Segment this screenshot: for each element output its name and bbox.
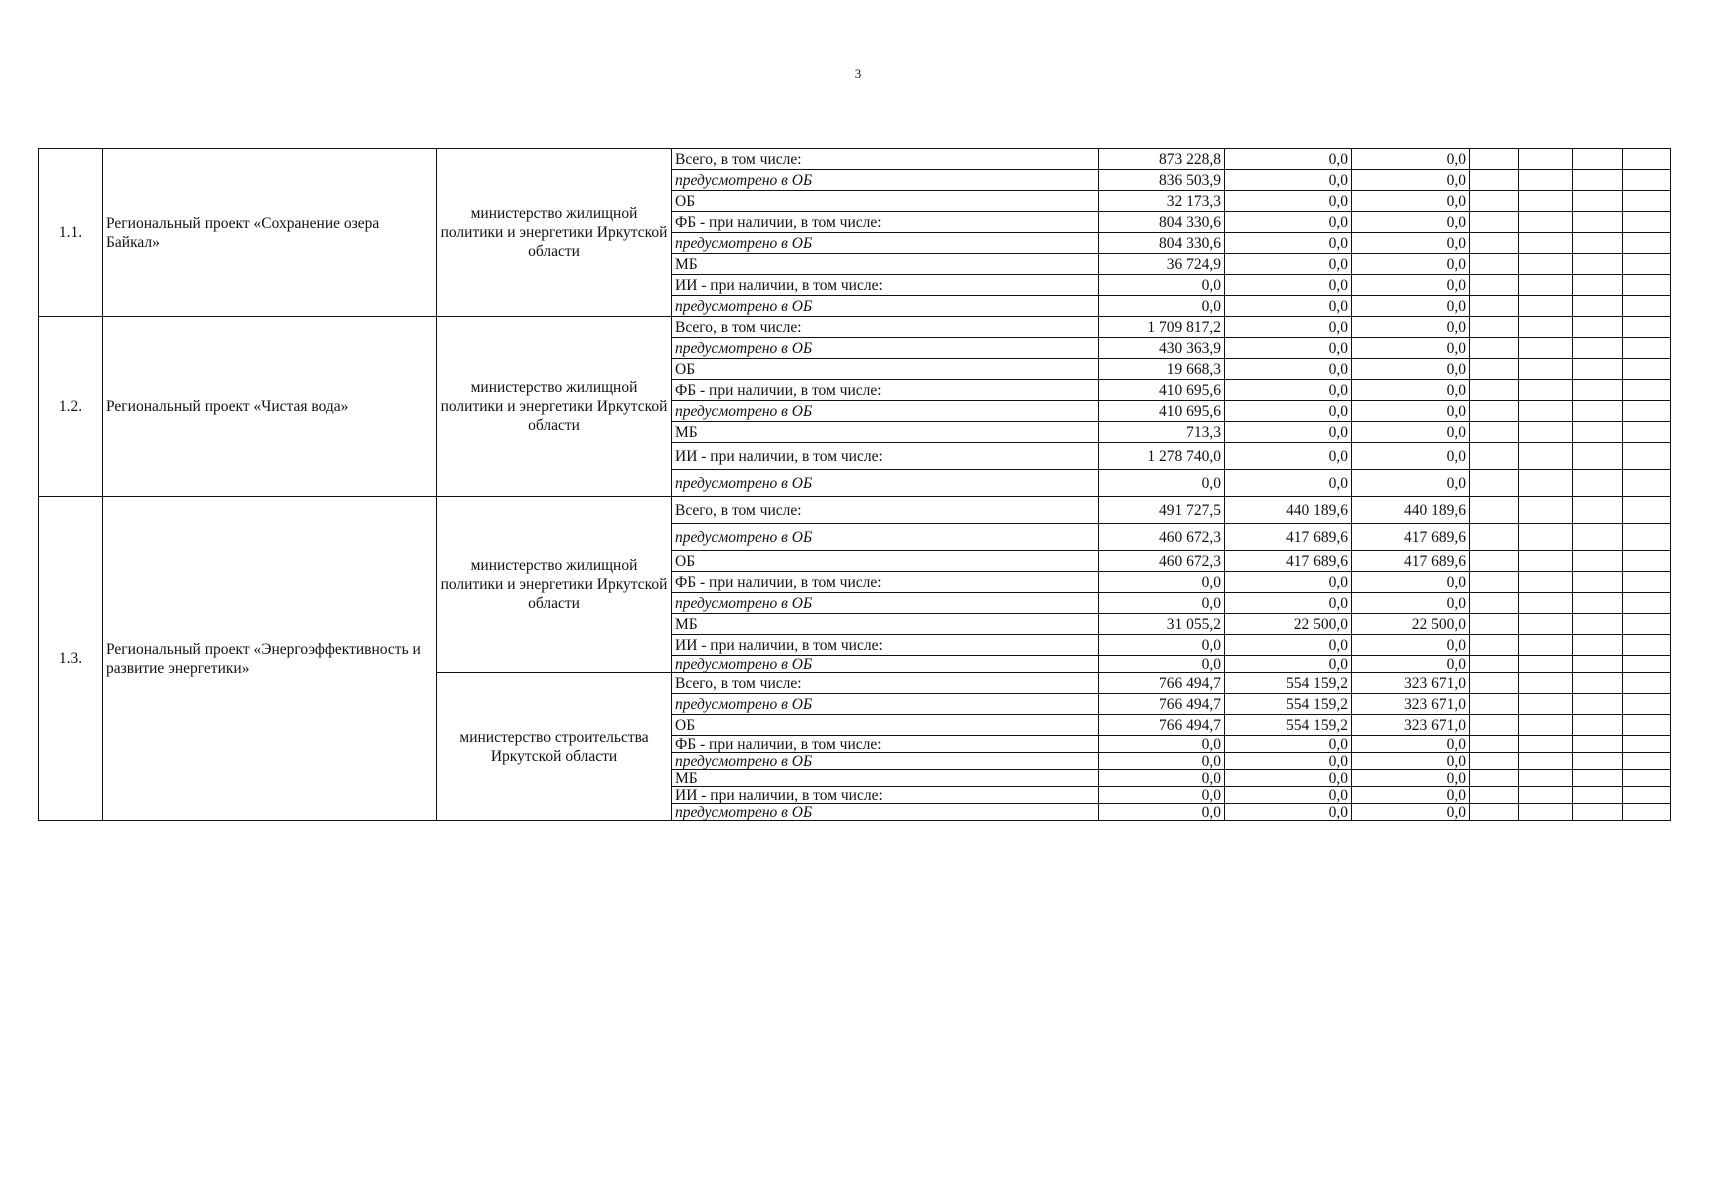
amount-cell: 323 671,0 (1352, 694, 1470, 715)
amount-cell: 32 173,3 (1099, 191, 1225, 212)
empty-cell (1623, 170, 1671, 191)
empty-cell (1623, 275, 1671, 296)
budget-table (38, 148, 1671, 821)
amount-cell: 554 159,2 (1225, 694, 1352, 715)
empty-cell (1519, 497, 1573, 524)
funding-source-label: предусмотрено в ОБ (672, 656, 1099, 673)
amount-cell: 22 500,0 (1352, 614, 1470, 635)
empty-cell (1623, 524, 1671, 551)
empty-cell (1573, 804, 1623, 821)
empty-cell (1623, 359, 1671, 380)
responsible-org: министерство жилищной политики и энергетики Иркутской области (437, 149, 672, 317)
empty-cell (1470, 787, 1519, 804)
empty-cell (1623, 551, 1671, 572)
amount-cell: 0,0 (1225, 254, 1352, 275)
amount-cell: 554 159,2 (1225, 715, 1352, 736)
empty-cell (1623, 753, 1671, 770)
project-name: Региональный проект «Чистая вода» (103, 317, 437, 497)
amount-cell: 0,0 (1225, 359, 1352, 380)
amount-cell: 417 689,6 (1352, 551, 1470, 572)
empty-cell (1623, 296, 1671, 317)
section-number: 1.3. (39, 497, 103, 821)
empty-cell (1573, 593, 1623, 614)
empty-cell (1623, 401, 1671, 422)
funding-source-label: предусмотрено в ОБ (672, 470, 1099, 497)
empty-cell (1519, 524, 1573, 551)
amount-cell: 0,0 (1099, 296, 1225, 317)
empty-cell (1519, 443, 1573, 470)
empty-cell (1470, 736, 1519, 753)
empty-cell (1470, 338, 1519, 359)
empty-cell (1623, 635, 1671, 656)
empty-cell (1573, 753, 1623, 770)
amount-cell: 713,3 (1099, 422, 1225, 443)
empty-cell (1470, 593, 1519, 614)
empty-cell (1470, 317, 1519, 338)
empty-cell (1623, 770, 1671, 787)
empty-cell (1519, 338, 1573, 359)
amount-cell: 804 330,6 (1099, 212, 1225, 233)
table-row (39, 497, 1671, 524)
amount-cell: 0,0 (1099, 787, 1225, 804)
empty-cell (1519, 359, 1573, 380)
amount-cell: 0,0 (1225, 233, 1352, 254)
amount-cell: 0,0 (1225, 380, 1352, 401)
empty-cell (1573, 715, 1623, 736)
amount-cell: 0,0 (1225, 572, 1352, 593)
empty-cell (1623, 338, 1671, 359)
amount-cell: 0,0 (1225, 736, 1352, 753)
table-row (39, 317, 1671, 338)
empty-cell (1470, 804, 1519, 821)
amount-cell: 0,0 (1099, 470, 1225, 497)
empty-cell (1519, 149, 1573, 170)
funding-source-label: МБ (672, 614, 1099, 635)
project-name: Региональный проект «Энергоэффективность и развитие энергетики» (103, 497, 437, 821)
amount-cell: 766 494,7 (1099, 673, 1225, 694)
section-number: 1.2. (39, 317, 103, 497)
amount-cell: 804 330,6 (1099, 233, 1225, 254)
amount-cell: 0,0 (1352, 212, 1470, 233)
empty-cell (1573, 359, 1623, 380)
empty-cell (1573, 254, 1623, 275)
empty-cell (1519, 296, 1573, 317)
empty-cell (1623, 149, 1671, 170)
funding-source-label: ИИ - при наличии, в том числе: (672, 787, 1099, 804)
amount-cell: 0,0 (1352, 593, 1470, 614)
amount-cell: 410 695,6 (1099, 380, 1225, 401)
empty-cell (1519, 551, 1573, 572)
funding-source-label: Всего, в том числе: (672, 149, 1099, 170)
amount-cell: 0,0 (1352, 233, 1470, 254)
funding-source-label: ФБ - при наличии, в том числе: (672, 212, 1099, 233)
amount-cell: 0,0 (1352, 422, 1470, 443)
amount-cell: 0,0 (1352, 254, 1470, 275)
empty-cell (1470, 656, 1519, 673)
amount-cell: 0,0 (1099, 635, 1225, 656)
amount-cell: 0,0 (1099, 656, 1225, 673)
empty-cell (1470, 715, 1519, 736)
amount-cell: 323 671,0 (1352, 715, 1470, 736)
empty-cell (1470, 443, 1519, 470)
empty-cell (1519, 191, 1573, 212)
empty-cell (1519, 787, 1573, 804)
funding-source-label: МБ (672, 254, 1099, 275)
empty-cell (1519, 715, 1573, 736)
empty-cell (1519, 736, 1573, 753)
empty-cell (1519, 233, 1573, 254)
amount-cell: 836 503,9 (1099, 170, 1225, 191)
funding-source-label: предусмотрено в ОБ (672, 524, 1099, 551)
amount-cell: 0,0 (1225, 401, 1352, 422)
amount-cell: 417 689,6 (1352, 524, 1470, 551)
empty-cell (1573, 443, 1623, 470)
empty-cell (1470, 275, 1519, 296)
amount-cell: 0,0 (1225, 170, 1352, 191)
empty-cell (1519, 804, 1573, 821)
amount-cell: 0,0 (1352, 296, 1470, 317)
amount-cell: 417 689,6 (1225, 551, 1352, 572)
empty-cell (1573, 656, 1623, 673)
amount-cell: 0,0 (1352, 317, 1470, 338)
amount-cell: 0,0 (1352, 443, 1470, 470)
empty-cell (1519, 694, 1573, 715)
empty-cell (1470, 296, 1519, 317)
amount-cell: 0,0 (1352, 770, 1470, 787)
funding-source-label: ОБ (672, 359, 1099, 380)
responsible-org: министерство жилищной политики и энергетики Иркутской области (437, 317, 672, 497)
empty-cell (1573, 170, 1623, 191)
amount-cell: 0,0 (1352, 787, 1470, 804)
amount-cell: 766 494,7 (1099, 694, 1225, 715)
empty-cell (1519, 753, 1573, 770)
funding-source-label: предусмотрено в ОБ (672, 170, 1099, 191)
empty-cell (1623, 422, 1671, 443)
empty-cell (1573, 635, 1623, 656)
empty-cell (1519, 170, 1573, 191)
empty-cell (1623, 804, 1671, 821)
amount-cell: 0,0 (1099, 275, 1225, 296)
amount-cell: 0,0 (1352, 736, 1470, 753)
funding-source-label: предусмотрено в ОБ (672, 338, 1099, 359)
section-number: 1.1. (39, 149, 103, 317)
empty-cell (1519, 275, 1573, 296)
table-body (39, 149, 1671, 821)
empty-cell (1573, 470, 1623, 497)
empty-cell (1573, 572, 1623, 593)
empty-cell (1623, 673, 1671, 694)
amount-cell: 0,0 (1225, 212, 1352, 233)
empty-cell (1573, 614, 1623, 635)
amount-cell: 0,0 (1352, 275, 1470, 296)
amount-cell: 417 689,6 (1225, 524, 1352, 551)
amount-cell: 36 724,9 (1099, 254, 1225, 275)
amount-cell: 0,0 (1099, 572, 1225, 593)
funding-source-label: ИИ - при наличии, в том числе: (672, 443, 1099, 470)
funding-source-label: Всего, в том числе: (672, 317, 1099, 338)
empty-cell (1573, 694, 1623, 715)
amount-cell: 0,0 (1225, 275, 1352, 296)
empty-cell (1623, 736, 1671, 753)
amount-cell: 0,0 (1225, 593, 1352, 614)
amount-cell: 0,0 (1225, 770, 1352, 787)
page-number: 3 (854, 66, 862, 81)
funding-source-label: ОБ (672, 551, 1099, 572)
funding-source-label: предусмотрено в ОБ (672, 296, 1099, 317)
empty-cell (1623, 593, 1671, 614)
empty-cell (1470, 380, 1519, 401)
responsible-org: министерство жилищной политики и энергетики Иркутской области (437, 497, 672, 673)
amount-cell: 0,0 (1225, 191, 1352, 212)
empty-cell (1623, 212, 1671, 233)
empty-cell (1470, 770, 1519, 787)
funding-source-label: ОБ (672, 191, 1099, 212)
empty-cell (1470, 635, 1519, 656)
empty-cell (1470, 149, 1519, 170)
empty-cell (1573, 275, 1623, 296)
project-name: Региональный проект «Сохранение озера Байкал» (103, 149, 437, 317)
empty-cell (1573, 212, 1623, 233)
responsible-org: министерство строительства Иркутской области (437, 673, 672, 821)
funding-source-label: ФБ - при наличии, в том числе: (672, 736, 1099, 753)
amount-cell: 0,0 (1352, 635, 1470, 656)
empty-cell (1470, 673, 1519, 694)
amount-cell: 0,0 (1352, 338, 1470, 359)
amount-cell: 0,0 (1352, 470, 1470, 497)
empty-cell (1573, 736, 1623, 753)
amount-cell: 0,0 (1225, 338, 1352, 359)
empty-cell (1470, 470, 1519, 497)
funding-source-label: ОБ (672, 715, 1099, 736)
amount-cell: 0,0 (1225, 422, 1352, 443)
empty-cell (1623, 233, 1671, 254)
empty-cell (1519, 593, 1573, 614)
amount-cell: 0,0 (1099, 770, 1225, 787)
amount-cell: 766 494,7 (1099, 715, 1225, 736)
empty-cell (1519, 380, 1573, 401)
empty-cell (1573, 497, 1623, 524)
amount-cell: 0,0 (1225, 296, 1352, 317)
funding-source-label: предусмотрено в ОБ (672, 233, 1099, 254)
amount-cell: 440 189,6 (1352, 497, 1470, 524)
empty-cell (1623, 191, 1671, 212)
amount-cell: 0,0 (1099, 593, 1225, 614)
funding-source-label: ИИ - при наличии, в том числе: (672, 635, 1099, 656)
funding-source-label: МБ (672, 770, 1099, 787)
empty-cell (1519, 470, 1573, 497)
amount-cell: 440 189,6 (1225, 497, 1352, 524)
empty-cell (1470, 401, 1519, 422)
amount-cell: 460 672,3 (1099, 524, 1225, 551)
funding-source-label: предусмотрено в ОБ (672, 804, 1099, 821)
amount-cell: 22 500,0 (1225, 614, 1352, 635)
empty-cell (1623, 470, 1671, 497)
empty-cell (1519, 635, 1573, 656)
empty-cell (1470, 212, 1519, 233)
amount-cell: 1 709 817,2 (1099, 317, 1225, 338)
empty-cell (1623, 380, 1671, 401)
empty-cell (1573, 551, 1623, 572)
empty-cell (1623, 443, 1671, 470)
amount-cell: 460 672,3 (1099, 551, 1225, 572)
amount-cell: 0,0 (1225, 635, 1352, 656)
empty-cell (1470, 497, 1519, 524)
empty-cell (1519, 422, 1573, 443)
amount-cell: 0,0 (1225, 787, 1352, 804)
empty-cell (1573, 380, 1623, 401)
empty-cell (1573, 338, 1623, 359)
amount-cell: 0,0 (1225, 317, 1352, 338)
amount-cell: 0,0 (1225, 443, 1352, 470)
amount-cell: 430 363,9 (1099, 338, 1225, 359)
amount-cell: 0,0 (1225, 470, 1352, 497)
empty-cell (1573, 787, 1623, 804)
empty-cell (1623, 317, 1671, 338)
amount-cell: 0,0 (1352, 380, 1470, 401)
empty-cell (1623, 497, 1671, 524)
empty-cell (1470, 170, 1519, 191)
amount-cell: 0,0 (1099, 753, 1225, 770)
amount-cell: 0,0 (1352, 149, 1470, 170)
empty-cell (1573, 191, 1623, 212)
amount-cell: 0,0 (1099, 736, 1225, 753)
amount-cell: 0,0 (1352, 753, 1470, 770)
empty-cell (1470, 524, 1519, 551)
empty-cell (1519, 614, 1573, 635)
empty-cell (1470, 359, 1519, 380)
amount-cell: 0,0 (1352, 191, 1470, 212)
empty-cell (1470, 614, 1519, 635)
empty-cell (1519, 317, 1573, 338)
amount-cell: 31 055,2 (1099, 614, 1225, 635)
funding-source-label: предусмотрено в ОБ (672, 753, 1099, 770)
empty-cell (1573, 149, 1623, 170)
empty-cell (1573, 317, 1623, 338)
amount-cell: 19 668,3 (1099, 359, 1225, 380)
empty-cell (1573, 524, 1623, 551)
empty-cell (1623, 715, 1671, 736)
empty-cell (1519, 212, 1573, 233)
empty-cell (1623, 787, 1671, 804)
empty-cell (1623, 694, 1671, 715)
amount-cell: 0,0 (1352, 656, 1470, 673)
funding-source-label: ФБ - при наличии, в том числе: (672, 380, 1099, 401)
empty-cell (1470, 233, 1519, 254)
empty-cell (1519, 673, 1573, 694)
empty-cell (1470, 191, 1519, 212)
empty-cell (1470, 572, 1519, 593)
empty-cell (1623, 656, 1671, 673)
empty-cell (1573, 233, 1623, 254)
empty-cell (1519, 254, 1573, 275)
empty-cell (1623, 572, 1671, 593)
table-row (39, 149, 1671, 170)
empty-cell (1519, 770, 1573, 787)
empty-cell (1573, 673, 1623, 694)
empty-cell (1573, 401, 1623, 422)
empty-cell (1470, 422, 1519, 443)
amount-cell: 554 159,2 (1225, 673, 1352, 694)
amount-cell: 0,0 (1225, 656, 1352, 673)
funding-source-label: предусмотрено в ОБ (672, 694, 1099, 715)
funding-source-label: ФБ - при наличии, в том числе: (672, 572, 1099, 593)
amount-cell: 0,0 (1352, 359, 1470, 380)
funding-source-label: Всего, в том числе: (672, 673, 1099, 694)
empty-cell (1519, 401, 1573, 422)
amount-cell: 0,0 (1225, 753, 1352, 770)
amount-cell: 1 278 740,0 (1099, 443, 1225, 470)
empty-cell (1470, 254, 1519, 275)
funding-source-label: МБ (672, 422, 1099, 443)
amount-cell: 323 671,0 (1352, 673, 1470, 694)
empty-cell (1573, 770, 1623, 787)
amount-cell: 0,0 (1225, 804, 1352, 821)
amount-cell: 491 727,5 (1099, 497, 1225, 524)
funding-source-label: ИИ - при наличии, в том числе: (672, 275, 1099, 296)
amount-cell: 0,0 (1099, 804, 1225, 821)
empty-cell (1573, 422, 1623, 443)
amount-cell: 873 228,8 (1099, 149, 1225, 170)
amount-cell: 0,0 (1352, 401, 1470, 422)
amount-cell: 0,0 (1352, 804, 1470, 821)
funding-source-label: предусмотрено в ОБ (672, 593, 1099, 614)
empty-cell (1623, 254, 1671, 275)
empty-cell (1623, 614, 1671, 635)
funding-source-label: Всего, в том числе: (672, 497, 1099, 524)
amount-cell: 0,0 (1352, 170, 1470, 191)
amount-cell: 0,0 (1225, 149, 1352, 170)
amount-cell: 410 695,6 (1099, 401, 1225, 422)
empty-cell (1470, 753, 1519, 770)
amount-cell: 0,0 (1352, 572, 1470, 593)
empty-cell (1519, 572, 1573, 593)
empty-cell (1573, 296, 1623, 317)
empty-cell (1519, 656, 1573, 673)
funding-source-label: предусмотрено в ОБ (672, 401, 1099, 422)
empty-cell (1470, 694, 1519, 715)
empty-cell (1470, 551, 1519, 572)
